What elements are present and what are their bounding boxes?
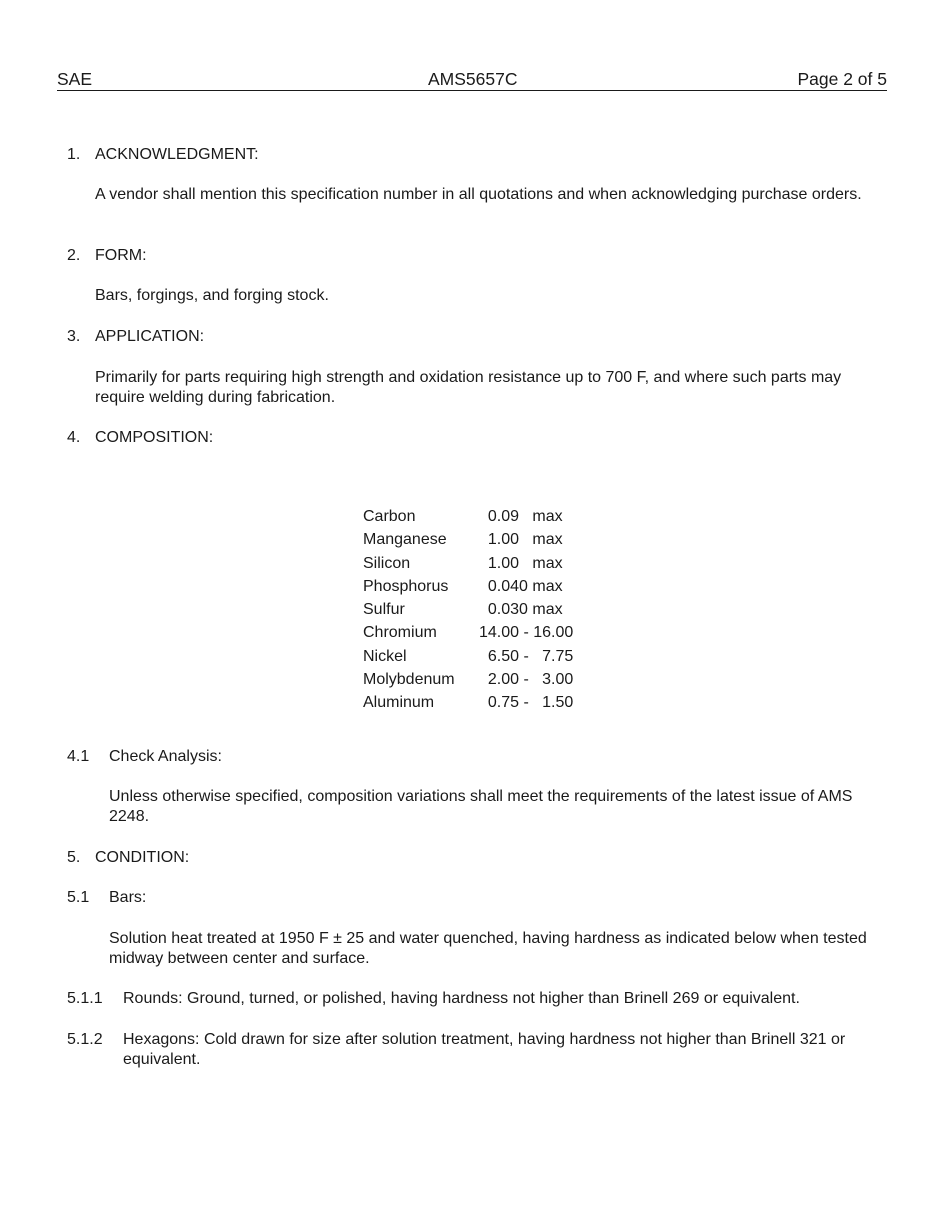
element-name: Molybdenum	[363, 671, 455, 689]
section-3-number: 3.	[67, 328, 81, 345]
section-5-1-2-body: Hexagons: Cold drawn for size after solution treatment, having hardness not higher than Brinell 321 or equivalent.	[123, 1031, 846, 1068]
section-5-1-1-body: Rounds: Ground, turned, or polished, having hardness not higher than Brinell 269 or equivalent.	[123, 990, 800, 1007]
section-5-1-number: 5.1	[67, 889, 90, 906]
section-1-body: A vendor shall mention this specification number in all quotations and when acknowledging purchase orders.	[95, 186, 862, 203]
composition-row	[363, 691, 573, 714]
element-value: 14.00 - 16.00	[479, 624, 574, 642]
section-2-title: FORM:	[95, 247, 147, 264]
element-name: Nickel	[363, 647, 407, 665]
page-header	[57, 68, 887, 91]
element-value: 0.75 - 1.50	[479, 694, 574, 712]
composition-row	[363, 645, 573, 668]
section-5-title: CONDITION:	[95, 849, 190, 866]
element-value: 0.030 max	[479, 601, 563, 619]
section-2-body: Bars, forgings, and forging stock.	[95, 287, 329, 304]
element-name: Aluminum	[363, 694, 435, 712]
composition-row	[363, 621, 573, 644]
header-org: SAE	[57, 69, 93, 89]
section-2-number: 2.	[67, 247, 81, 264]
section-5-1-2-number: 5.1.2	[67, 1031, 103, 1048]
section-3-title: APPLICATION:	[95, 328, 205, 345]
element-value: 2.00 - 3.00	[479, 671, 574, 689]
element-value: 0.040 max	[479, 577, 563, 595]
section-5-1-body: Solution heat treated at 1950 F ± 25 and water quenched, having hardness as indicated below when tested midway between center and surface.	[109, 930, 867, 967]
composition-table	[363, 505, 573, 715]
section-4-title: COMPOSITION:	[95, 429, 214, 446]
element-value: 1.00 max	[479, 531, 563, 549]
section-1-title: ACKNOWLEDGMENT:	[95, 146, 259, 163]
section-4-1-number: 4.1	[67, 748, 90, 765]
element-name: Phosphorus	[363, 577, 449, 595]
section-5-1-title: Bars:	[109, 889, 147, 906]
element-name: Manganese	[363, 531, 447, 549]
section-3-body: Primarily for parts requiring high strength and oxidation resistance up to 700 F, and where such parts may require welding during fabrication.	[95, 369, 842, 406]
element-value: 1.00 max	[479, 554, 563, 572]
composition-row	[363, 552, 573, 575]
element-name: Sulfur	[363, 601, 405, 619]
section-1-number: 1.	[67, 146, 81, 163]
composition-row	[363, 505, 573, 528]
element-name: Chromium	[363, 624, 437, 642]
composition-row	[363, 575, 573, 598]
composition-row	[363, 528, 573, 551]
section-5-number: 5.	[67, 849, 81, 866]
header-spec-number: AMS5657C	[428, 69, 518, 89]
composition-row	[363, 668, 573, 691]
element-value: 0.09 max	[479, 508, 563, 525]
element-name: Carbon	[363, 508, 416, 525]
element-name: Silicon	[363, 554, 411, 572]
composition-row	[363, 598, 573, 621]
section-4-1-title: Check Analysis:	[109, 748, 222, 765]
header-page-number: Page 2 of 5	[797, 69, 887, 89]
section-5-1-1-number: 5.1.1	[67, 990, 103, 1007]
section-4-1-body: Unless otherwise specified, composition variations shall meet the requirements of the latest issue of AMS 2248.	[109, 788, 853, 825]
element-value: 6.50 - 7.75	[479, 647, 574, 665]
section-4-number: 4.	[67, 429, 81, 446]
